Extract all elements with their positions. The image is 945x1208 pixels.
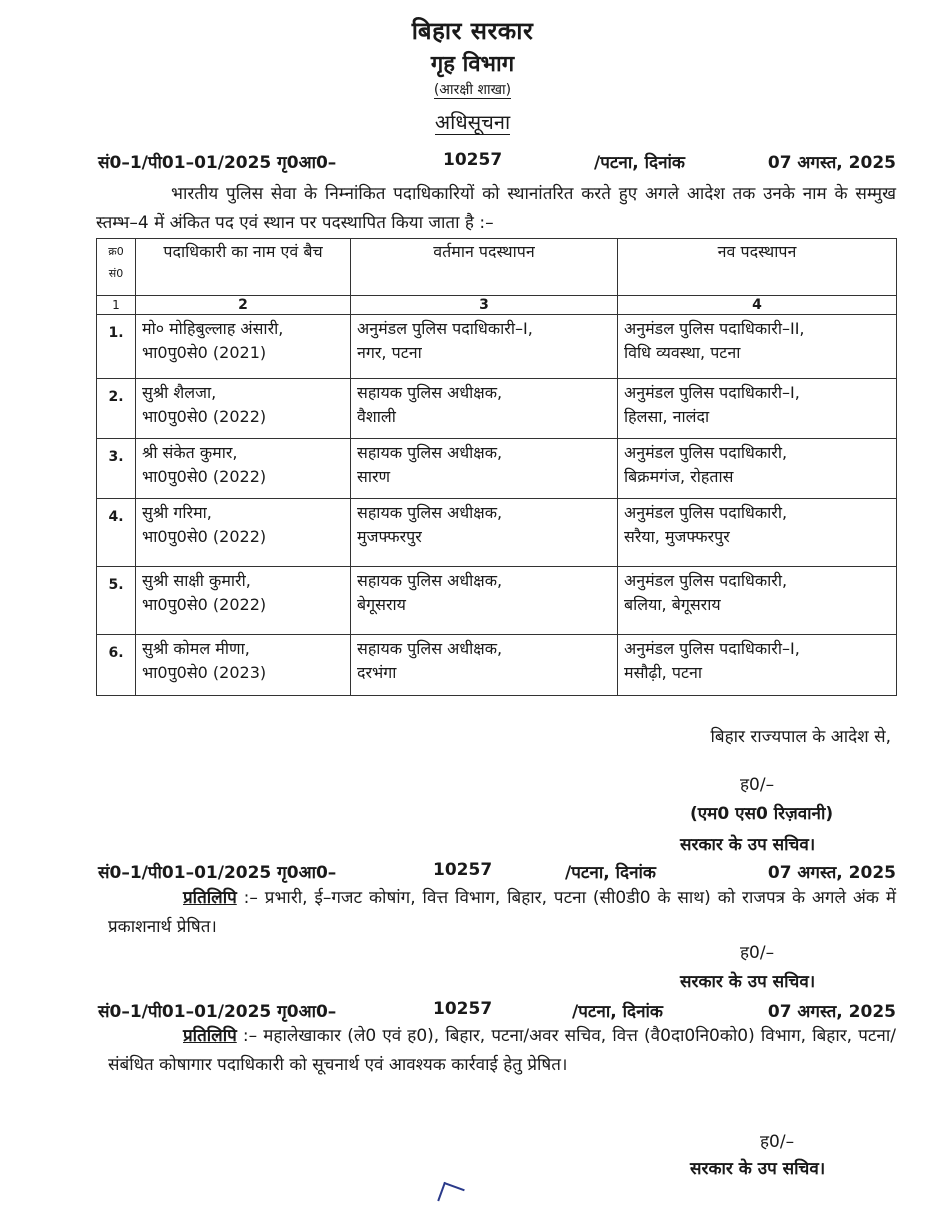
reference-line-2 [98, 860, 896, 886]
current-posting: सहायक पुलिस अधीक्षक, वैशाली [351, 379, 618, 439]
serial-number: 10257 [433, 860, 493, 880]
col-header-current: वर्तमान पदस्थापन [351, 239, 618, 296]
serial-number: 10257 [443, 150, 503, 170]
place-label: /पटना, दिनांक [572, 1002, 663, 1022]
row-serial: 3. [97, 439, 136, 499]
col-number: 2 [136, 296, 351, 315]
officer-name: सुश्री कोमल मीणा, भा0पु0से0 (2023) [136, 635, 351, 696]
table-row [97, 567, 897, 635]
col-number: 1 [97, 296, 136, 315]
row-serial: 5. [97, 567, 136, 635]
govt-title: बिहार सरकार [411, 17, 534, 45]
current-posting: सहायक पुलिस अधीक्षक, मुजफ्फरपुर [351, 499, 618, 567]
reference-date: 07 अगस्त, 2025 [767, 153, 896, 173]
signed-mark-2: ह0/– [740, 943, 775, 963]
row-serial: 1. [97, 315, 136, 379]
serial-number: 10257 [433, 999, 493, 1019]
reference-date: 07 अगस्त, 2025 [767, 1002, 896, 1022]
new-posting: अनुमंडल पुलिस पदाधिकारी, बलिया, बेगूसराय [618, 567, 897, 635]
signatory-title-2: सरकार के उप सचिव। [680, 972, 816, 992]
officer-name: मो० मोहिबुल्लाह अंसारी, भा0पु0से0 (2021) [136, 315, 351, 379]
table-row [97, 379, 897, 439]
row-serial: 6. [97, 635, 136, 696]
col-header-serial: क्र0 सं0 [97, 239, 136, 296]
current-posting: सहायक पुलिस अधीक्षक, बेगूसराय [351, 567, 618, 635]
col-header-new: नव पदस्थापन [618, 239, 897, 296]
table-row [97, 315, 897, 379]
governor-order-line: बिहार राज्यपाल के आदेश से, [710, 727, 891, 747]
officer-name: सुश्री साक्षी कुमारी, भा0पु0से0 (2022) [136, 567, 351, 635]
branch-title: (आरक्षी शाखा) [433, 82, 512, 98]
new-posting: अनुमंडल पुलिस पदाधिकारी–I, हिलसा, नालंदा [618, 379, 897, 439]
intro-paragraph: भारतीय पुलिस सेवा के निम्नांकित पदाधिकारियों को स्थानांतरित करते हुए अगले आदेश तक उनके नाम के सम्मुख स्तम्भ–4 में अंकित पद एवं स्थान पर पदस्थापित किया जाता है :– [96, 184, 896, 233]
department-title: गृह विभाग [430, 52, 515, 77]
reference-number: सं0–1/पी01–01/2025 गृ0आ0– [98, 1002, 337, 1022]
new-posting: अनुमंडल पुलिस पदाधिकारी–II, विधि व्यवस्था, पटना [618, 315, 897, 379]
col-header-name: पदाधिकारी का नाम एवं बैच [136, 239, 351, 296]
signatory-title-3: सरकार के उप सचिव। [690, 1159, 826, 1179]
copy-paragraph-2: प्रतिलिपि :– महालेखाकार (ले0 एवं ह0), बिहार, पटना/अवर सचिव, वित्त (वै0दा0नि0को0) विभाग, बिहार, पटना/संबंधित कोषागार पदाधिकारी को सूचनार्थ एवं आवश्यक कार्रवाई हेतु प्रेषित। [108, 1026, 897, 1075]
reference-number: सं0–1/पी01–01/2025 गृ0आ0– [98, 153, 337, 173]
table-row [97, 499, 897, 567]
officer-name: श्री संकेत कुमार, भा0पु0से0 (2022) [136, 439, 351, 499]
place-label: /पटना, दिनांक [565, 863, 656, 883]
copy-paragraph-1: प्रतिलिपि :– प्रभारी, ई–गजट कोषांग, वित्त विभाग, बिहार, पटना (सी0डी0 के साथ) को राजपत्र के अगले अंक में प्रकाशनार्थ प्रेषित। [108, 888, 897, 937]
current-posting: अनुमंडल पुलिस पदाधिकारी–I, नगर, पटना [351, 315, 618, 379]
signatory-name: (एम0 एस0 रिज़वानी) [690, 804, 834, 824]
new-posting: अनुमंडल पुलिस पदाधिकारी, बिक्रमगंज, रोहतास [618, 439, 897, 499]
signed-mark-1: ह0/– [740, 775, 775, 795]
new-posting: अनुमंडल पुलिस पदाधिकारी–I, मसौढ़ी, पटना [618, 635, 897, 696]
current-posting: सहायक पुलिस अधीक्षक, सारण [351, 439, 618, 499]
signatory-title-1: सरकार के उप सचिव। [680, 835, 816, 855]
reference-date: 07 अगस्त, 2025 [767, 863, 896, 883]
table-row [97, 635, 897, 696]
officer-name: सुश्री गरिमा, भा0पु0से0 (2022) [136, 499, 351, 567]
transfer-table [96, 238, 897, 696]
notification-heading: अधिसूचना [434, 110, 511, 134]
reference-line-1 [98, 150, 896, 176]
table-row [97, 439, 897, 499]
reference-number: सं0–1/पी01–01/2025 गृ0आ0– [98, 863, 337, 883]
row-serial: 4. [97, 499, 136, 567]
signed-mark-3: ह0/– [760, 1132, 795, 1152]
officer-name: सुश्री शैलजा, भा0पु0से0 (2022) [136, 379, 351, 439]
place-label: /पटना, दिनांक [594, 153, 685, 173]
ink-mark-icon [437, 1182, 465, 1208]
new-posting: अनुमंडल पुलिस पदाधिकारी, सरैया, मुजफ्फरपुर [618, 499, 897, 567]
col-number: 3 [351, 296, 618, 315]
row-serial: 2. [97, 379, 136, 439]
current-posting: सहायक पुलिस अधीक्षक, दरभंगा [351, 635, 618, 696]
col-number: 4 [618, 296, 897, 315]
